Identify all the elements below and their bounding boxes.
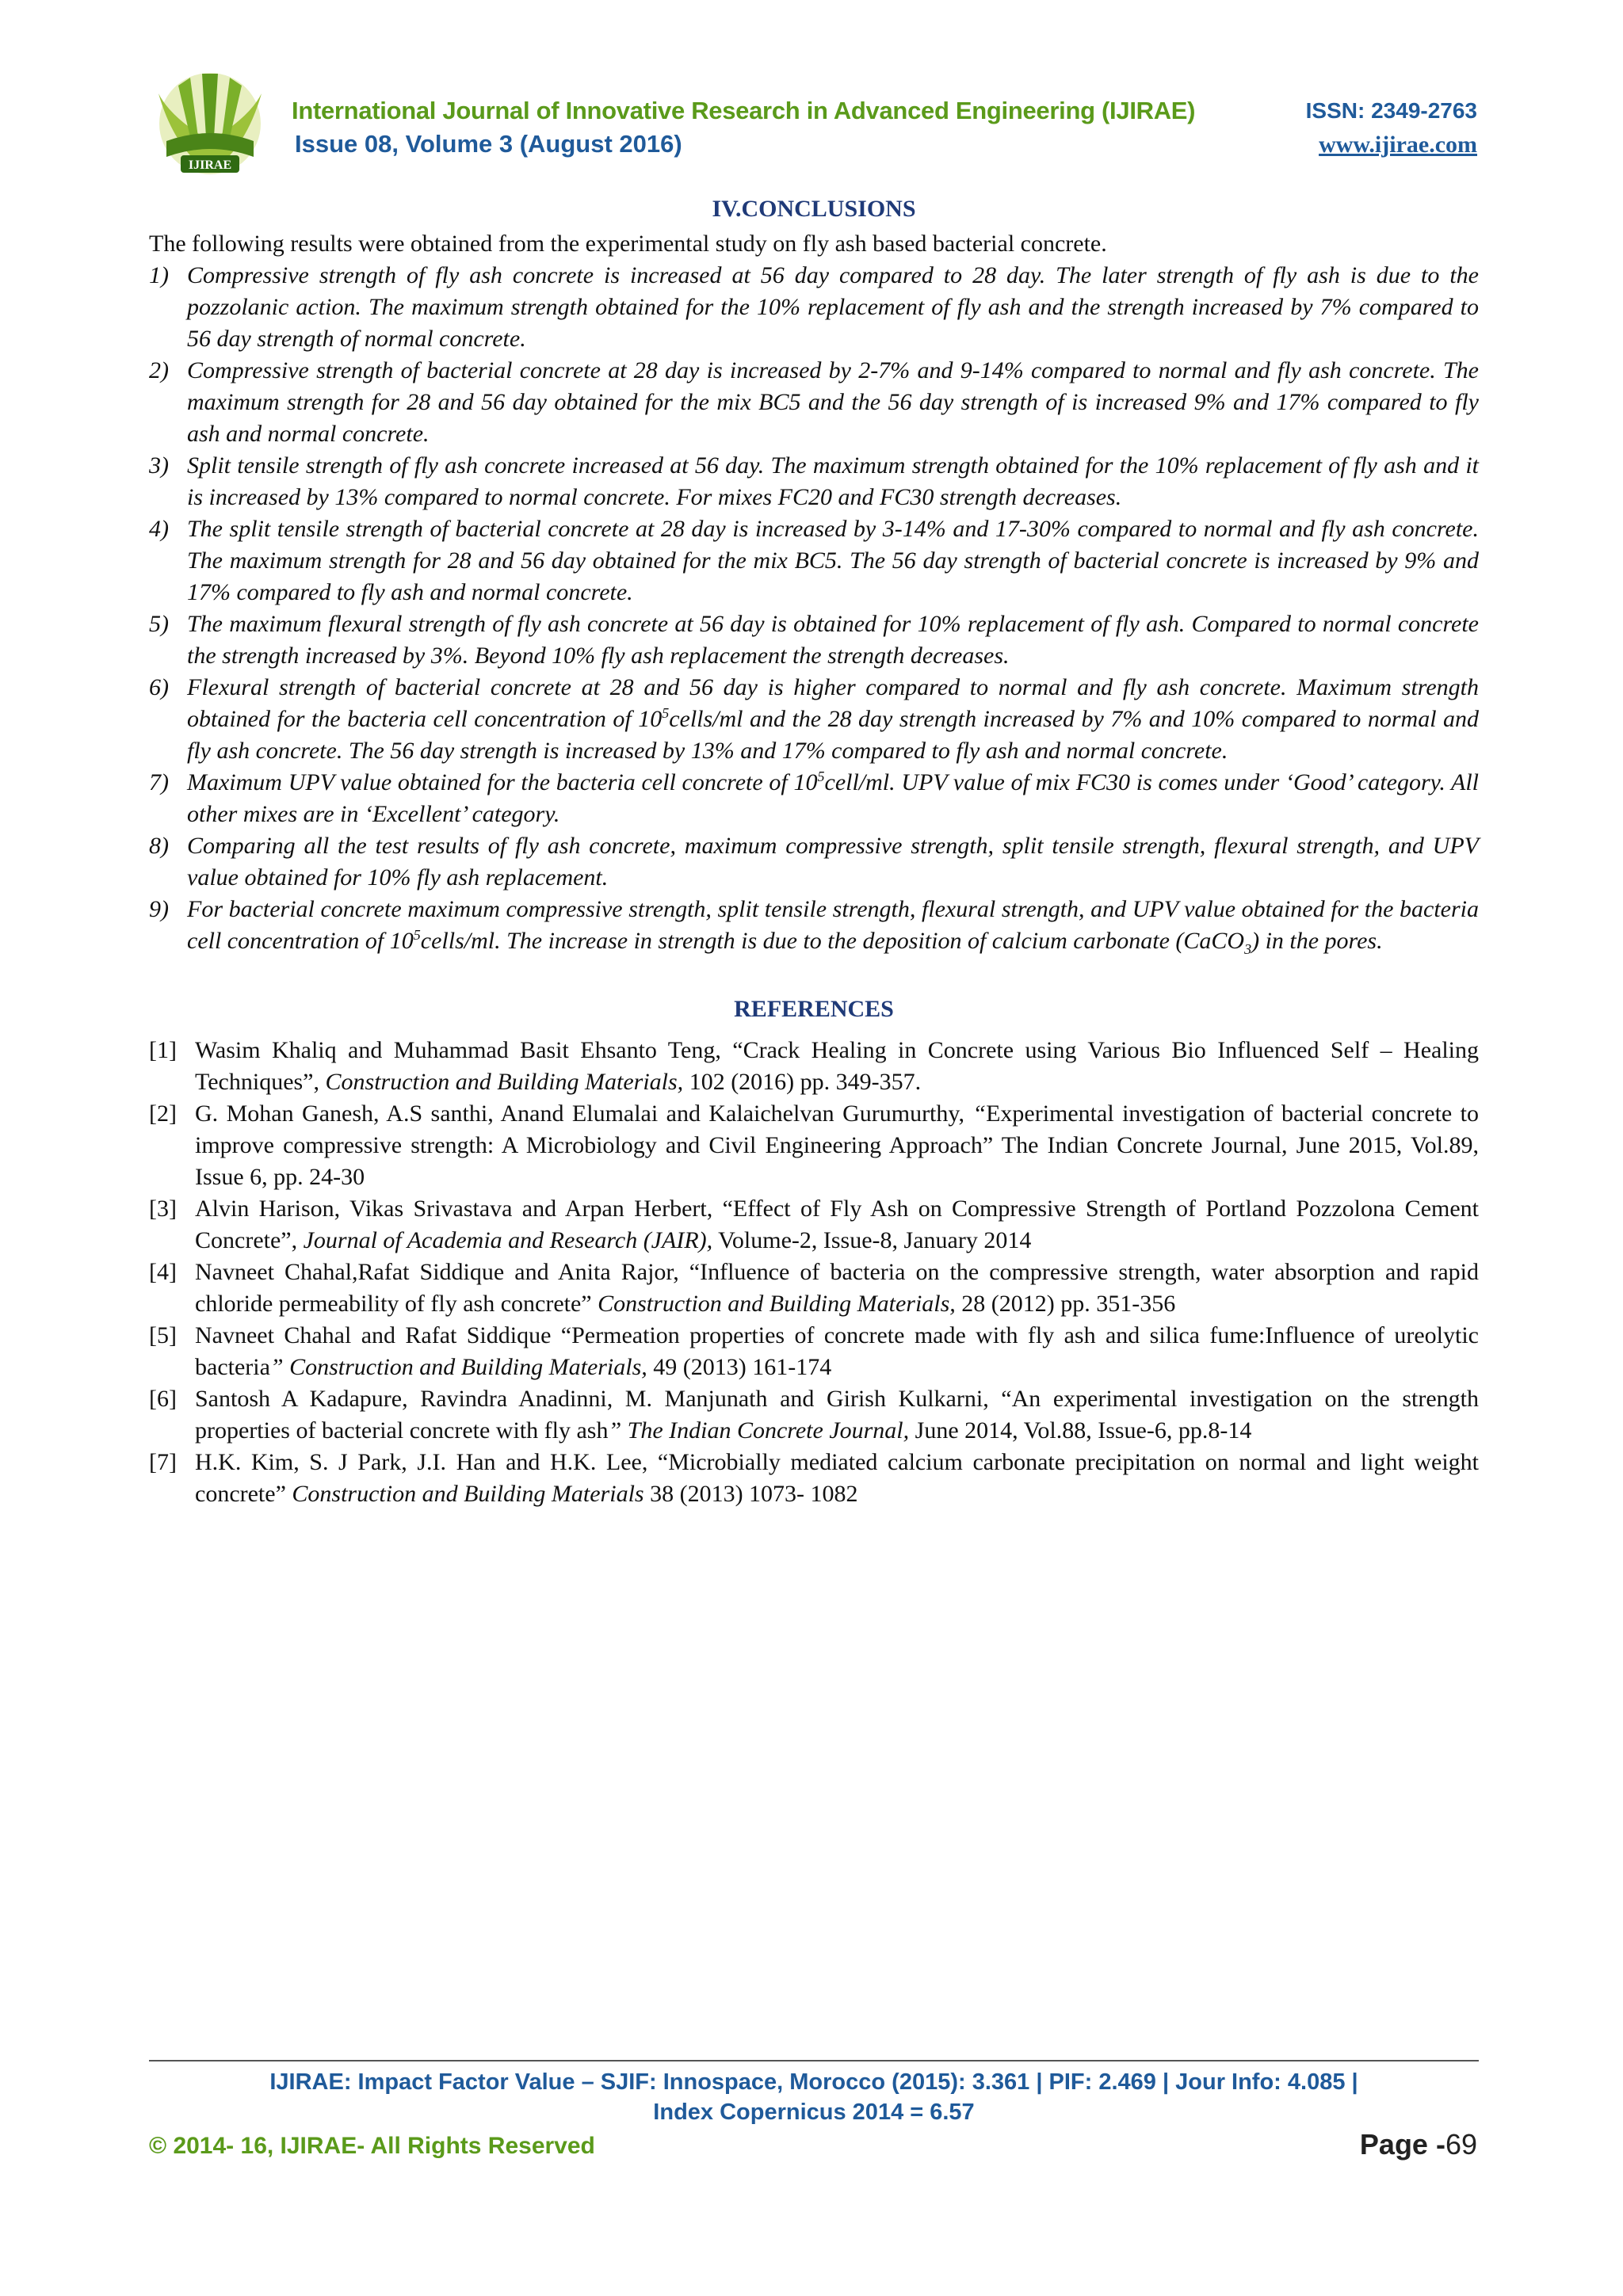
ref-text: Santosh A Kadapure, Ravindra Anadinni, M. Manjunath and Girish Kulkarni, “An experimental investigation on the strength properties of bacterial concrete with fly ash <box>195 1386 1479 1444</box>
item-text: Flexural strength of bacterial concrete at 28 and 56 day is higher compared to normal and fly ash concrete. Maximum strength obtained for the bacteria cell concentration of 10 <box>187 674 1479 732</box>
page-label: Page - <box>1359 2128 1445 2161</box>
ref-details: 102 (2016) pp. 349-357. <box>683 1069 922 1095</box>
conclusion-item <box>149 513 1479 608</box>
item-number: 2) <box>149 357 169 383</box>
item-text: Comparing all the test results of fly ash concrete, maximum compressive strength, split tensile strength, flexural strength, and UPV value obtained for 10% fly ash replacement. <box>187 833 1479 891</box>
conclusion-item <box>149 830 1479 894</box>
item-text: The split tensile strength of bacterial concrete at 28 day is increased by 3-14% and 17-30% compared to normal and fly ash concrete. The maximum strength for 28 and 56 day obtained for the mix BC5. The 56 day strength of bacterial concrete is increased by 9% and 17% compared to fly ash and normal concrete. <box>187 516 1479 605</box>
ref-source: Journal of Academia and Research (JAIR), <box>303 1227 713 1253</box>
item-number: 4) <box>149 516 169 542</box>
ref-details: 28 (2012) pp. 351-356 <box>955 1291 1176 1317</box>
ref-source: ” The Indian Concrete Journal, <box>608 1417 910 1444</box>
ref-number: [4] <box>149 1259 177 1285</box>
reference-item <box>149 1193 1479 1257</box>
journal-issn: ISSN: 2349-2763 <box>1305 98 1477 123</box>
journal-logo <box>143 62 277 181</box>
item-number: 8) <box>149 833 169 859</box>
item-text: Maximum UPV value obtained for the bacteria cell concrete of 10 <box>187 769 818 795</box>
svg-text:IJIRAE: IJIRAE <box>188 158 232 172</box>
superscript: 5 <box>817 769 825 784</box>
ref-text: Wasim Khaliq and Muhammad Basit Ehsanto Teng, “Crack Healing in Concrete using Various Bio Influenced Self – Healing Techniques”, <box>195 1037 1479 1095</box>
ref-number: [2] <box>149 1100 177 1127</box>
ref-text: G. Mohan Ganesh, A.S santhi, Anand Elumalai and Kalaichelvan Gurumurthy, <box>195 1100 973 1127</box>
ref-source: ” Construction and Building Materials, <box>269 1354 647 1380</box>
ref-text: Alvin Harison, Vikas Srivastava and Arpan Herbert, “Effect of Fly Ash on Compressive Strength of Portland Pozzolona Cement Concrete”, <box>195 1196 1479 1253</box>
ref-number: [6] <box>149 1386 177 1412</box>
article-body <box>149 190 1479 1510</box>
superscript: 5 <box>662 705 670 721</box>
reference-item <box>149 1035 1479 1098</box>
item-text: For bacterial concrete maximum compressive strength, split tensile strength, flexural strength, and UPV value obtained for the bacteria cell concentration of 10 <box>187 896 1479 954</box>
footer-impact-line1: IJIRAE: Impact Factor Value – SJIF: Innospace, Morocco (2015): 3.361 | PIF: 2.469 | Jour Info: 4.085 | <box>269 2069 1358 2095</box>
journal-url-link[interactable]: www.ijirae.com <box>1319 132 1477 158</box>
conclusion-item <box>149 450 1479 513</box>
ref-number: [7] <box>149 1449 177 1475</box>
item-text: cells/ml and the 28 day strength increased by 7% and 10% compared to normal and fly ash concrete. The 56 day strength is increased by 13% and 17% compared to fly ash and normal concrete. <box>187 706 1479 764</box>
item-text: Compressive strength of bacterial concrete at 28 day is increased by 2-7% and 9-14% compared to normal and fly ash concrete. The maximum strength for 28 and 56 day obtained for the mix BC5 and the 56 day strength of is increased 9% and 17% compared to fly ash and normal concrete. <box>187 357 1479 447</box>
reference-item <box>149 1098 1479 1193</box>
ref-number: [5] <box>149 1322 177 1348</box>
ref-number: [1] <box>149 1037 177 1063</box>
reference-item <box>149 1383 1479 1447</box>
item-text: cell/ml. UPV value of mix FC30 is comes under ‘Good’ category. All other mixes are in ‘Excellent’ category. <box>187 769 1480 827</box>
conclusion-item <box>149 672 1479 767</box>
conclusion-item <box>149 608 1479 672</box>
conclusion-item <box>149 894 1479 957</box>
item-number: 5) <box>149 611 169 637</box>
superscript: 5 <box>413 927 421 943</box>
ref-details: 49 (2013) 161-174 <box>647 1354 832 1380</box>
ref-source: Construction and Building Materials, <box>598 1291 956 1317</box>
reference-item <box>149 1257 1479 1320</box>
item-number: 3) <box>149 452 169 479</box>
item-text: The maximum flexural strength of fly ash concrete at 56 day is obtained for 10% replacement of fly ash. Compared to normal concrete the strength increased by 3%. Beyond 10% fly ash replacement the strength decreases. <box>187 611 1479 669</box>
journal-title: International Journal of Innovative Research in Advanced Engineering (IJIRAE) <box>292 97 1196 124</box>
ref-source: “ <box>972 1100 987 1127</box>
page-number-value: 69 <box>1445 2128 1477 2161</box>
ref-details: June 2014, Vol.88, Issue-6, pp.8-14 <box>909 1417 1252 1444</box>
footer-impact-line2: Index Copernicus 2014 = 6.57 <box>653 2100 975 2125</box>
conclusions-heading: IV.CONCLUSIONS <box>712 196 916 222</box>
ref-details: Volume-2, Issue-8, January 2014 <box>712 1227 1032 1253</box>
conclusion-item <box>149 260 1479 355</box>
ref-source: Construction and Building Materials, <box>325 1069 684 1095</box>
item-number: 1) <box>149 262 169 288</box>
item-text: Compressive strength of fly ash concrete is increased at 56 day compared to 28 day. The later strength of fly ash is due to the pozzolanic action. The maximum strength obtained for the 10% replacement of fly ash and the strength increased by 7% compared to 56 day strength of normal concrete. <box>187 262 1479 352</box>
ref-text: H.K. Kim, S. J Park, J.I. Han and H.K. Lee, “Microbially mediated calcium carbonate precipitation on normal and light weight concrete” <box>195 1449 1479 1507</box>
item-text: cells/ml. The increase in strength is due to the deposition of calcium carbonate (CaCO <box>420 928 1245 954</box>
references-list <box>149 1035 1479 1510</box>
page-number <box>1360 2128 1477 2161</box>
ref-source: Construction and Building Materials <box>292 1481 644 1507</box>
copyright-notice: © 2014- 16, IJIRAE- All Rights Reserved <box>149 2133 595 2159</box>
item-number: 6) <box>149 674 169 700</box>
ref-details: 38 (2013) 1073- 1082 <box>643 1481 858 1507</box>
reference-item <box>149 1320 1479 1383</box>
conclusions-list <box>149 260 1479 957</box>
references-heading: REFERENCES <box>734 996 894 1022</box>
journal-issue: Issue 08, Volume 3 (August 2016) <box>295 130 682 158</box>
item-text: Split tensile strength of fly ash concrete increased at 56 day. The maximum strength obtained for the 10% replacement of fly ash and it is increased by 13% compared to normal concrete. For mixes FC20 and FC30 strength decreases. <box>187 452 1479 510</box>
subscript: 3 <box>1244 941 1252 957</box>
item-number: 9) <box>149 896 169 922</box>
ref-details: Experimental investigation of bacterial concrete to improve compressive strength: A Microbiology and Civil Engineering Approach” The Indian Concrete Journal, June 2015, Vol.89, Issue 6, pp. 24-30 <box>195 1100 1479 1190</box>
ref-text: Navneet Chahal and Rafat Siddique “Permeation properties of concrete made with fly ash and silica fume:Influence of ureolytic bacteria <box>195 1322 1479 1380</box>
conclusions-intro: The following results were obtained from the experimental study on fly ash based bacterial concrete. <box>149 231 1107 257</box>
item-text: ) in the pores. <box>1251 928 1383 954</box>
ref-text: Navneet Chahal,Rafat Siddique and Anita Rajor, “Influence of bacteria on the compressive strength, water absorption and rapid chloride permeability of fly ash concrete” <box>195 1259 1479 1317</box>
item-number: 7) <box>149 769 169 795</box>
ref-number: [3] <box>149 1196 177 1222</box>
conclusion-item <box>149 355 1479 450</box>
conclusion-item <box>149 767 1479 830</box>
footer-divider <box>149 2060 1479 2061</box>
reference-item <box>149 1447 1479 1510</box>
